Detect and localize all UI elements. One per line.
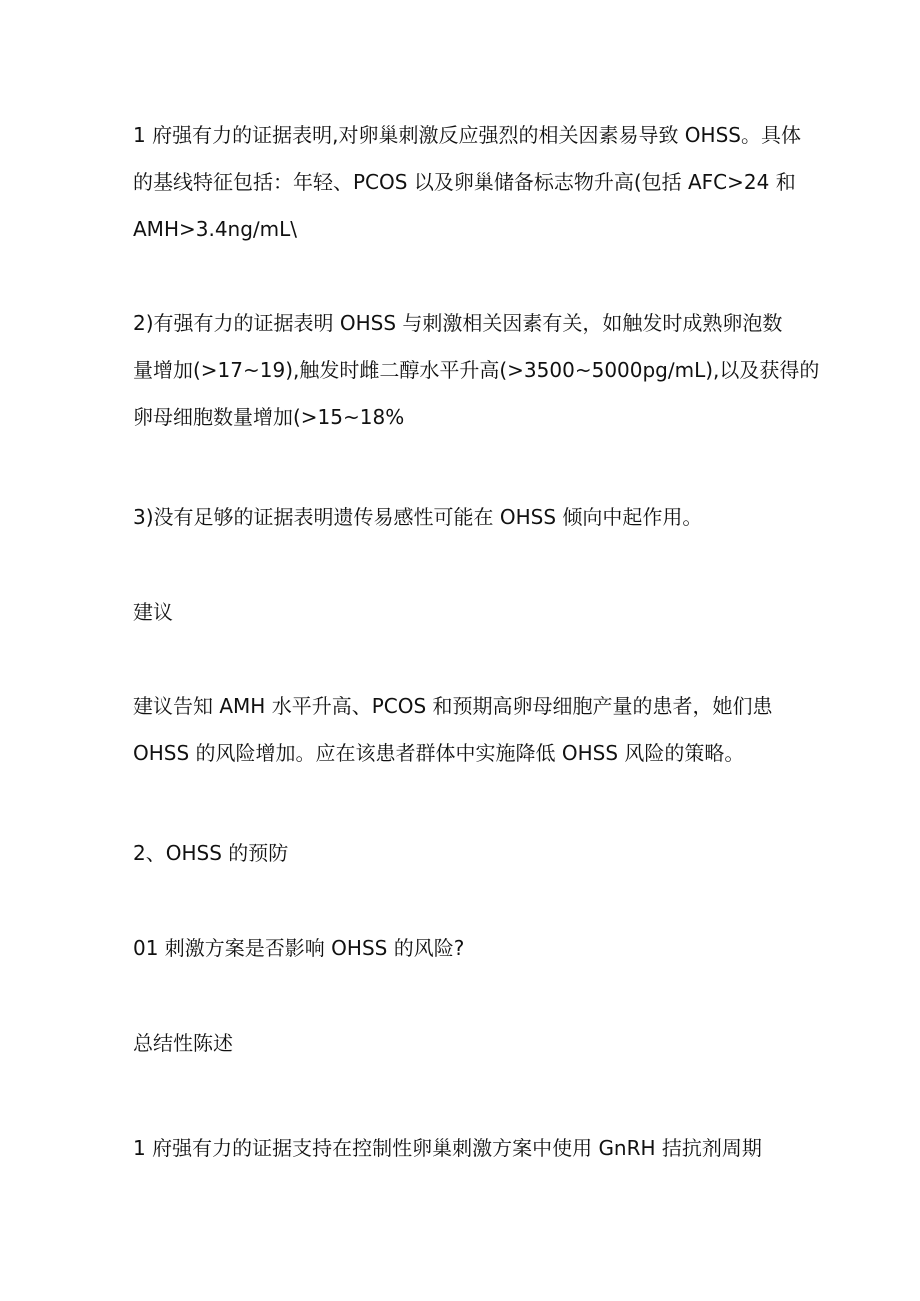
paragraph-ohss-risk-factors bbox=[133, 112, 813, 253]
text-line: 2)有强有力的证据表明 OHSS 与刺激相关因素有关，如触发时成熟卵泡数 bbox=[133, 311, 783, 335]
text-line: 总结性陈述 bbox=[133, 1031, 233, 1055]
text-line: 建议告知 AMH 水平升高、PCOS 和预期高卵母细胞产量的患者，她们患 bbox=[133, 694, 773, 718]
text-line: 的基线特征包括：年轻、PCOS 以及卵巢储备标志物升高(包括 AFC>24 和 bbox=[133, 170, 796, 194]
text-line: 1 府强有力的证据支持在控制性卵巢刺激方案中使用 GnRH 拮抗剂周期 bbox=[133, 1136, 762, 1160]
text-line: 建议 bbox=[133, 600, 173, 624]
paragraph-genetic-susceptibility bbox=[133, 494, 813, 541]
text-line: 卵母细胞数量增加(>15~18% bbox=[133, 405, 405, 429]
text-line: AMH>3.4ng∕mL\ bbox=[133, 217, 298, 241]
heading-ohss-prevention bbox=[133, 830, 813, 877]
heading-question-01 bbox=[133, 925, 813, 972]
heading-summary-statement bbox=[133, 1020, 813, 1067]
paragraph-recommendation bbox=[133, 683, 813, 777]
text-line: 量增加(>17~19),触发时雌二醇水平升高(>3500~5000pg∕mL),以及获得的 bbox=[133, 358, 820, 382]
heading-recommendation bbox=[133, 589, 813, 636]
text-line: OHSS 的风险增加。应在该患者群体中实施降低 OHSS 风险的策略。 bbox=[133, 741, 745, 765]
text-line: 1 府强有力的证据表明,对卵巢刺激反应强烈的相关因素易导致 OHSS。具体 bbox=[133, 123, 801, 147]
text-line: 2、OHSS 的预防 bbox=[133, 841, 289, 865]
text-line: 01 刺激方案是否影响 OHSS 的风险? bbox=[133, 936, 465, 960]
paragraph-stimulation-factors bbox=[133, 300, 820, 441]
text-line: 3)没有足够的证据表明遗传易感性可能在 OHSS 倾向中起作用。 bbox=[133, 505, 703, 529]
paragraph-gnrh-antagonist bbox=[133, 1125, 813, 1172]
